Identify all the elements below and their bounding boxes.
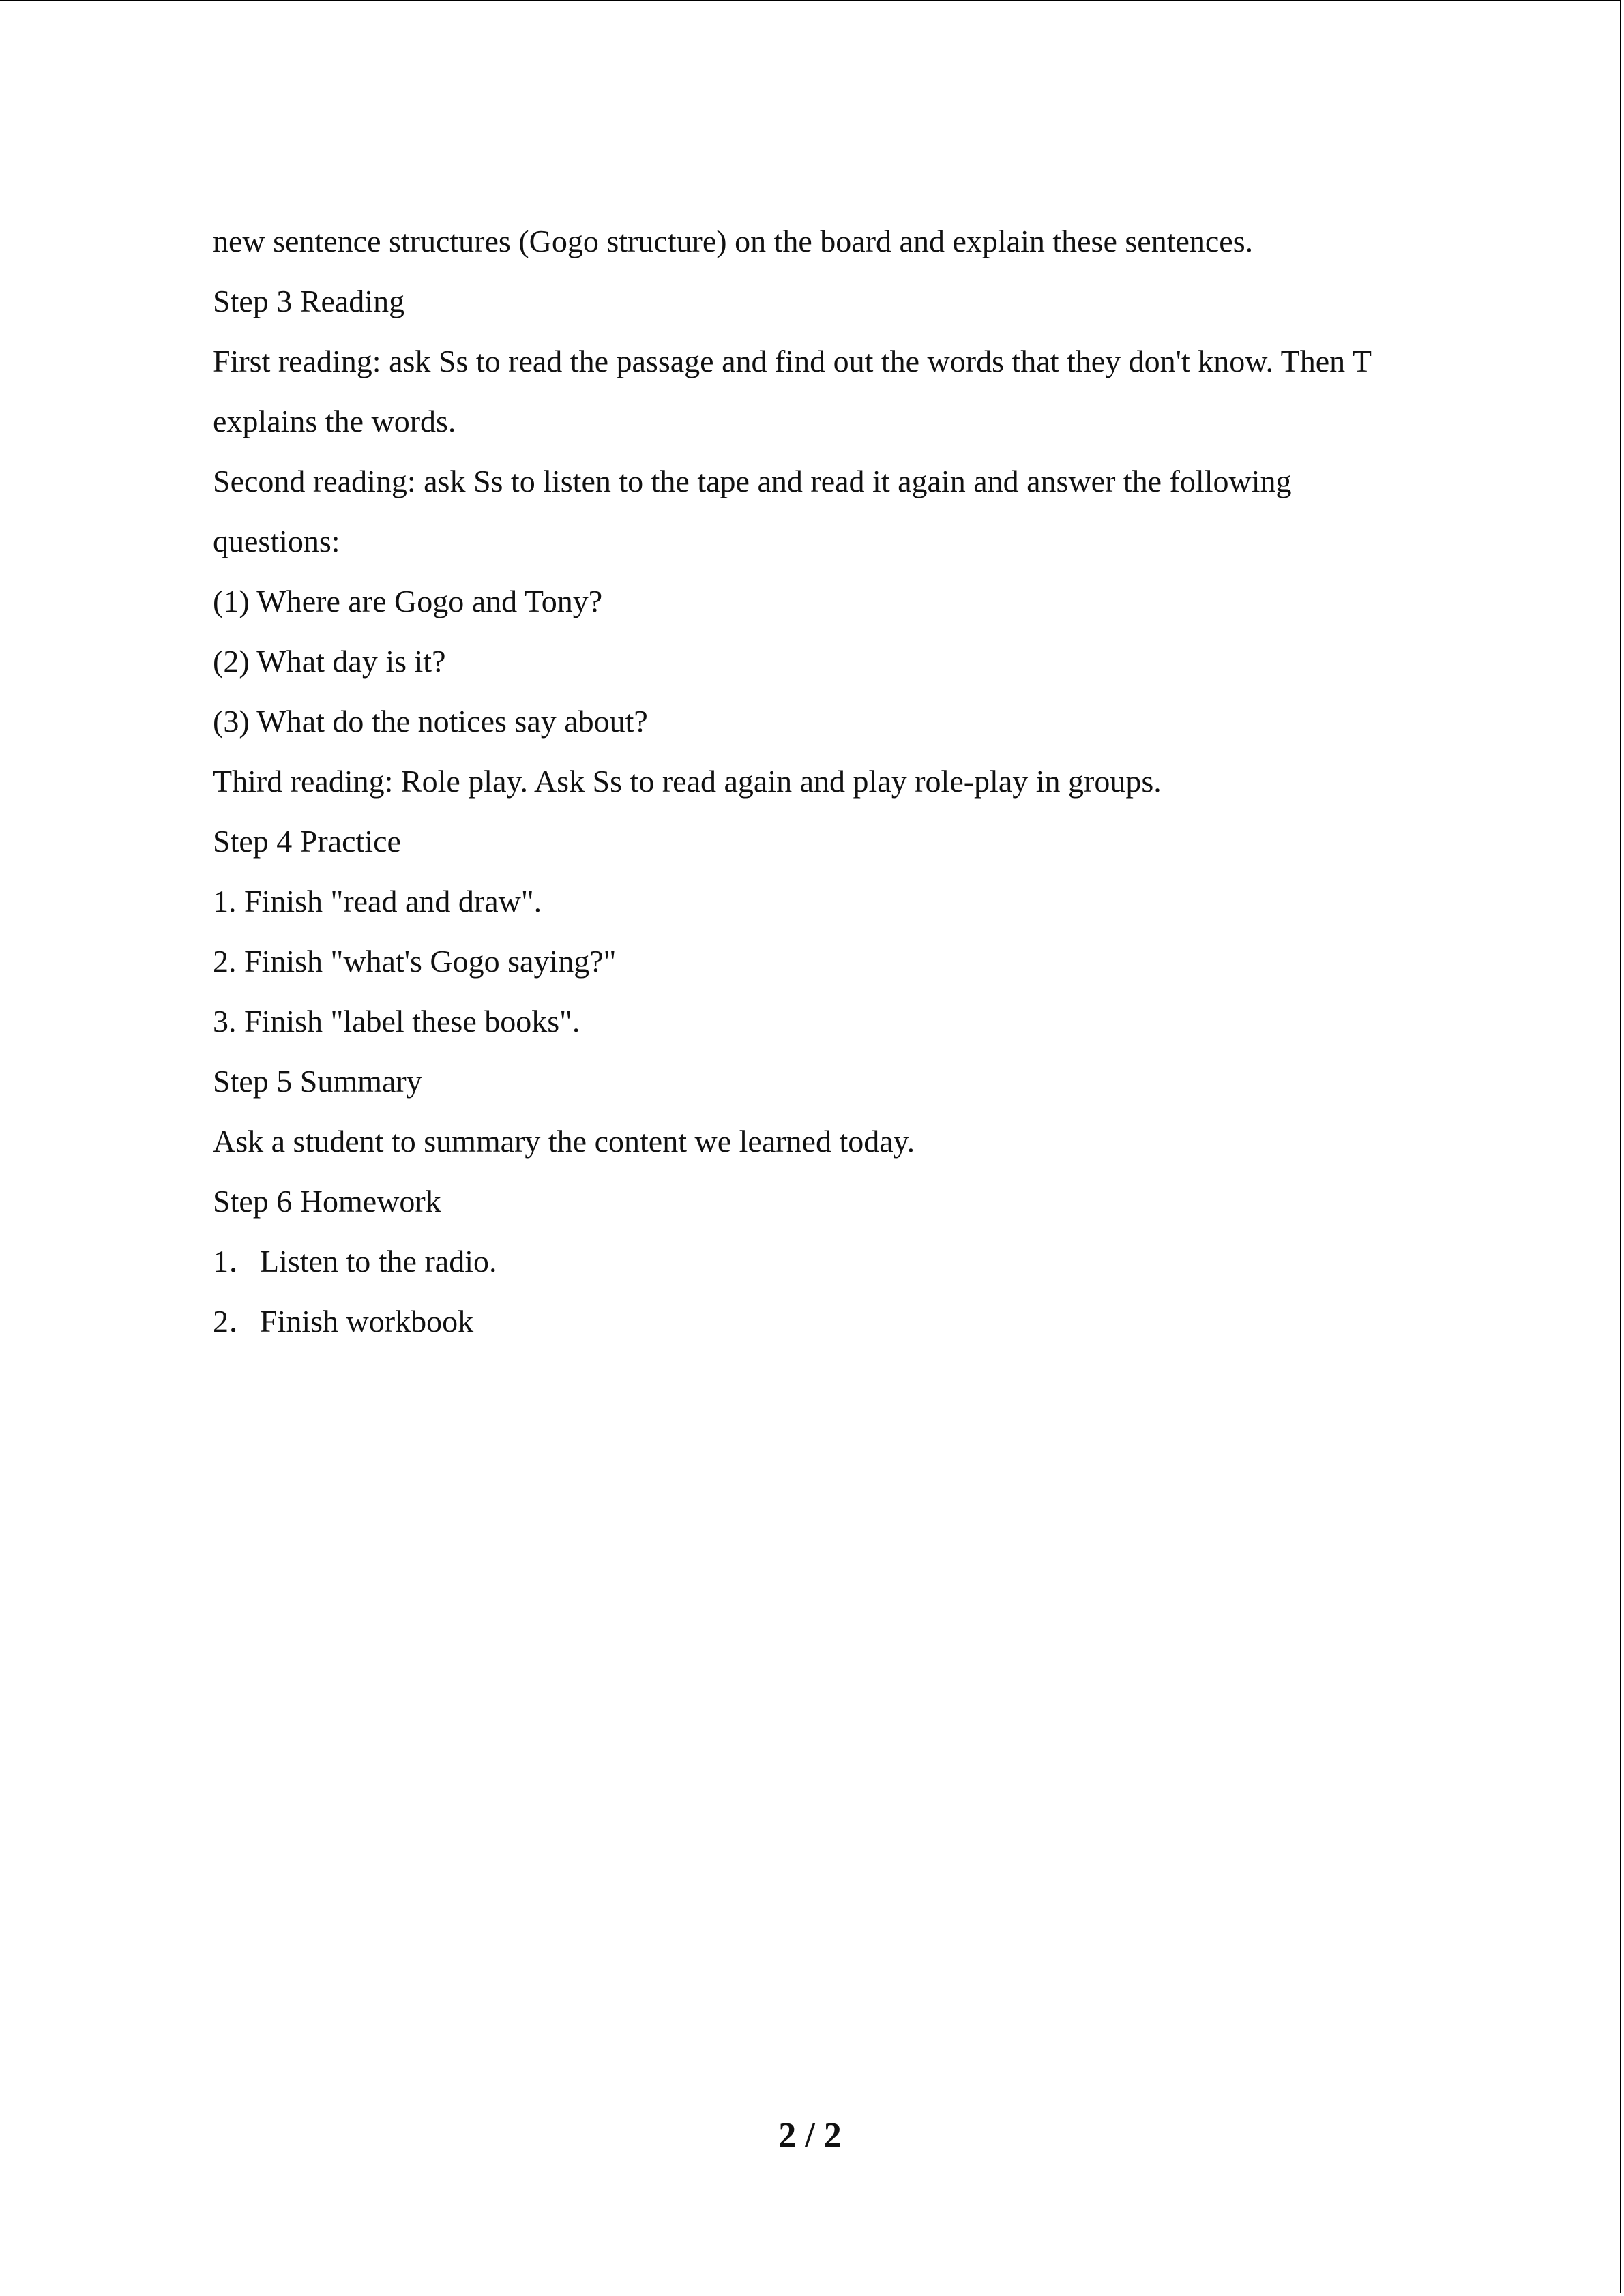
list-item: 1．Listen to the radio. bbox=[213, 1244, 497, 1279]
step-heading: Step 3 Reading bbox=[213, 284, 405, 318]
text-line: new sentence structures (Gogo structure) on the board and explain these sentences. bbox=[213, 224, 1254, 258]
page-number: 2 / 2 bbox=[778, 2116, 842, 2155]
step-heading: Step 4 Practice bbox=[213, 824, 401, 859]
text-line: explains the words. bbox=[213, 404, 456, 438]
text-line: Third reading: Role play. Ask Ss to read again and play role-play in groups. bbox=[213, 764, 1162, 799]
text-line: Ask a student to summary the content we learned today. bbox=[213, 1124, 915, 1159]
question-item: (1) Where are Gogo and Tony? bbox=[213, 584, 603, 618]
list-item: 1. Finish "read and draw". bbox=[213, 884, 542, 919]
document-body bbox=[213, 211, 1481, 1352]
text-line: First reading: ask Ss to read the passage and find out the words that they don't know. Then T bbox=[213, 344, 1372, 378]
text-line: Second reading: ask Ss to listen to the tape and read it again and answer the following bbox=[213, 464, 1292, 498]
question-item: (3) What do the notices say about? bbox=[213, 704, 648, 739]
step-heading: Step 5 Summary bbox=[213, 1064, 422, 1099]
step-heading: Step 6 Homework bbox=[213, 1184, 441, 1219]
text-line: questions: bbox=[213, 524, 340, 558]
list-item: 2．Finish workbook bbox=[213, 1304, 474, 1339]
list-item: 2. Finish "what's Gogo saying?" bbox=[213, 944, 617, 979]
question-item: (2) What day is it? bbox=[213, 644, 446, 679]
list-item: 3. Finish "label these books". bbox=[213, 1004, 580, 1039]
